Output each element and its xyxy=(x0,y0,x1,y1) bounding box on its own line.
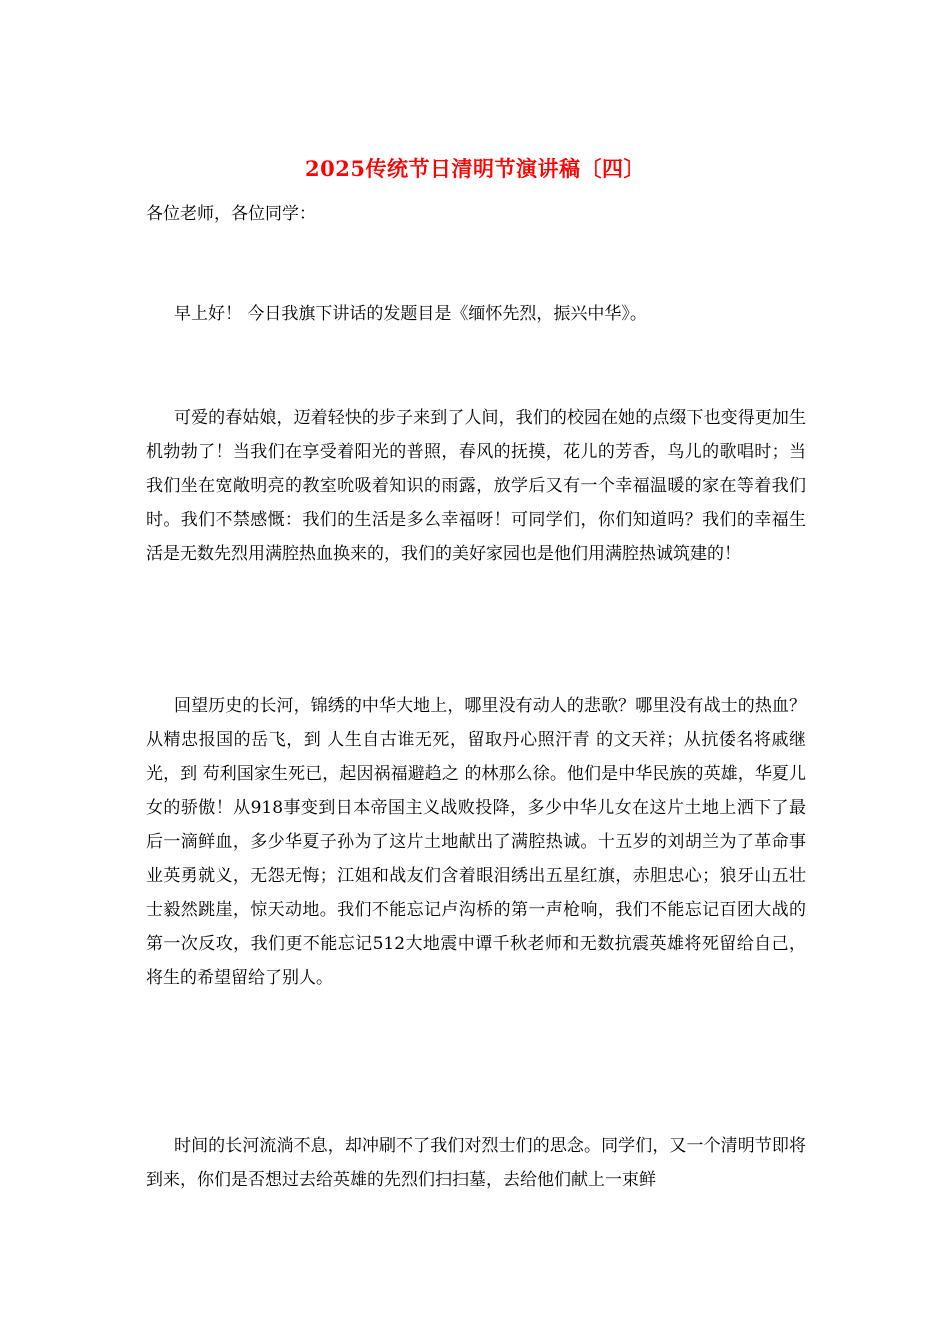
document-title: 2025传统节日清明节演讲稿〔四〕 xyxy=(305,156,645,181)
paragraph-spring: 可爱的春姑娘，迈着轻快的步子来到了人间，我们的校园在她的点缀下也变得更加生机勃勃了！当我们在享受着阳光的普照，春风的抚摸，花儿的芳香，鸟儿的歌唱时；当我们坐在宽敞明亮的教室吮吸着知识的雨露，放学后又有一个幸福温暖的家在等着我们时。我们不禁感慨：我们的生活是多么幸福呀！可同学们，你们知道吗？我们的幸福生活是无数先烈用满腔热血换来的，我们的美好家园也是他们用满腔热诚筑建的！ xyxy=(146,408,806,564)
paragraph-greeting: 早上好！ 今日我旗下讲话的发题目是《缅怀先烈，振兴中华》。 xyxy=(174,304,647,324)
paragraph-history: 回望历史的长河，锦绣的中华大地上，哪里没有动人的悲歌？哪里没有战士的热血？从精忠报国的岳飞，到 人生自古谁无死，留取丹心照汗青 的文天祥；从抗倭名将戚继光，到 苟利国家生死已，起因祸福避趋之 的林那么徐。他们是中华民族的英雄，华夏儿女的骄傲！从918事变到日本帝国主义战败投降，多少中华儿女在这片土地上洒下了最后一滴鲜血，多少华夏子孙为了这片土地献出了满腔热诚。十五岁的刘胡兰为了革命事业英勇就义，无怨无悔；江姐和战友们含着眼泪绣出五星红旗，赤胆忠心；狼牙山五壮士毅然跳崖，惊天动地。我们不能忘记卢沟桥的第一声枪响，我们不能忘记百团大战的第一次反攻，我们更不能忘记512大地震中谭千秋老师和无数抗震英雄将死留给自己，将生的希望留给了别人。 xyxy=(146,696,806,988)
salutation: 各位老师，各位同学： xyxy=(146,204,316,224)
paragraph-qingming: 时间的长河流淌不息，却冲刷不了我们对烈士们的思念。同学们，又一个清明节即将到来，你们是否想过去给英雄的先烈们扫扫墓，去给他们献上一束鲜 xyxy=(146,1136,806,1190)
